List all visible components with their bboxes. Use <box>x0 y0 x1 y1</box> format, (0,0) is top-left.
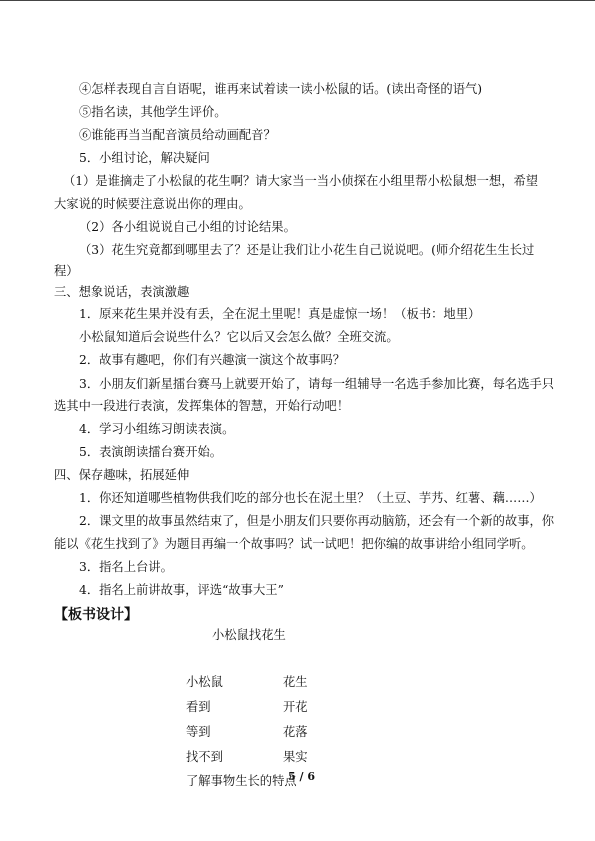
step-line: 3．小朋友们新星擂台赛马上就要开始了，请每一组辅导一名选手参加比赛，每名选手只 <box>79 377 555 391</box>
step-line: ④怎样表现自言自语呢，谁再来试着读一读小松鼠的话。(读出奇怪的语气) <box>79 82 483 96</box>
step-line: 1．你还知道哪些植物供我们吃的部分也长在泥土里？（土豆、芋艿、红薯、藕……） <box>79 491 542 505</box>
step-line: 程） <box>54 264 79 278</box>
step-line: 2．故事有趣吧，你们有兴趣演一演这个故事吗？ <box>79 353 346 367</box>
board-right-item: 果实 <box>283 750 308 764</box>
step-line: 5．表演朗读擂台赛开始。 <box>79 445 223 459</box>
step-line: （1）是谁摘走了小松鼠的花生啊？请大家当一当小侦探在小组里帮小松鼠想一想，希望 <box>63 174 539 188</box>
step-line: ⑥谁能再当当配音演员给动画配音？ <box>79 128 276 142</box>
board-heading: 【板书设计】 <box>54 607 138 623</box>
step-line: （3）花生究竟都到哪里去了？还是让我们让小花生自己说说吧。(师介绍花生生长过 <box>79 243 535 257</box>
board-right-item: 花落 <box>283 725 308 739</box>
section-heading: 三、想象说话，表演激趣 <box>54 285 190 299</box>
step-line: 5．小组讨论，解决疑问 <box>79 151 210 165</box>
step-line: 3．指名上台讲。 <box>79 560 173 574</box>
board-left-item: 找不到 <box>186 750 223 764</box>
board-footer: 了解事物生长的特点 <box>186 774 297 788</box>
step-line: ⑤指名读，其他学生评价。 <box>79 105 227 119</box>
step-line: 2．课文里的故事虽然结束了，但是小朋友们只要你再动脑筋，还会有一个新的故事，你 <box>79 514 555 528</box>
step-line: 大家说的时候要注意说出你的理由。 <box>54 197 251 211</box>
step-line: （2）各小组说说自己小组的讨论结果。 <box>79 220 296 234</box>
step-line: 选其中一段进行表演，发挥集体的智慧，开始行动吧！ <box>54 399 350 413</box>
step-line: 4．学习小组练习朗读表演。 <box>79 422 235 436</box>
board-right-item: 开花 <box>283 700 308 714</box>
board-title: 小松鼠找花生 <box>212 628 286 642</box>
board-left-item: 看到 <box>186 700 211 714</box>
step-line: 4．指名上前讲故事，评选“故事大王” <box>79 583 284 597</box>
board-left-item: 等到 <box>186 725 211 739</box>
step-line: 1．原来花生果并没有丢，全在泥土里呢！真是虚惊一场！（板书：地里） <box>79 307 481 321</box>
board-right-item: 花生 <box>283 675 308 689</box>
step-line: 能以《花生找到了》为题目再编一个故事吗？试一试吧！把你编的故事讲给小组同学听。 <box>54 537 534 551</box>
page-number: 5 / 6 <box>288 770 315 783</box>
top-rule <box>0 0 595 1</box>
board-left-item: 小松鼠 <box>186 675 223 689</box>
step-line: 小松鼠知道后会说些什么？它以后又会怎么做？全班交流。 <box>79 330 399 344</box>
section-heading: 四、保存趣味，拓展延伸 <box>54 468 190 482</box>
